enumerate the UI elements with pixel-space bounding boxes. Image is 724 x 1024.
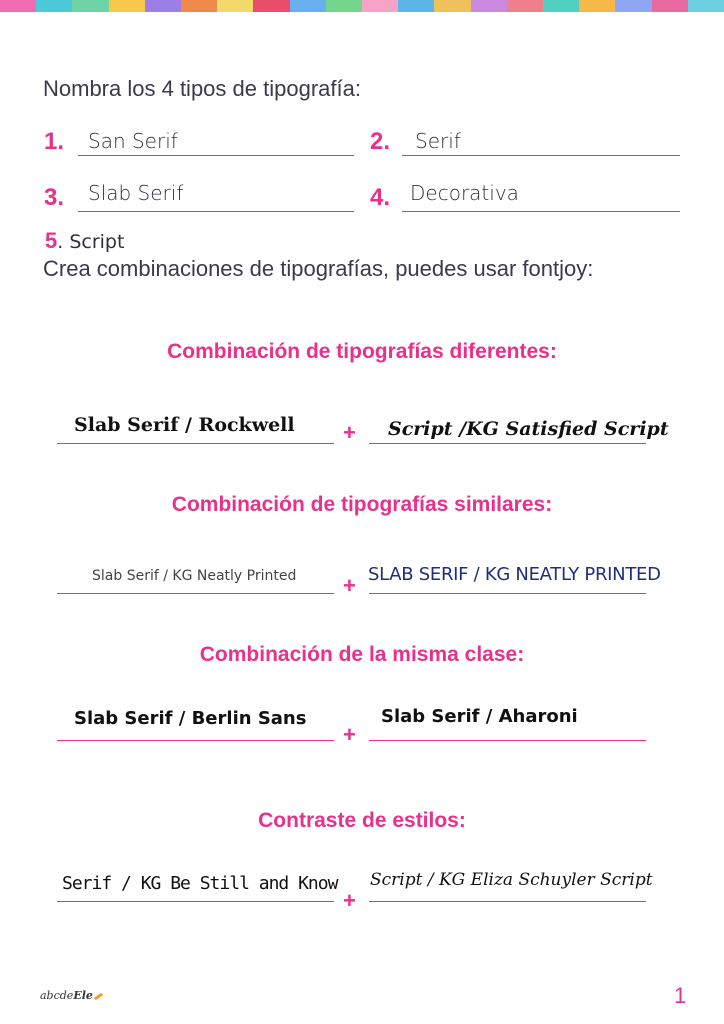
color-bar-segment: [326, 0, 362, 12]
color-bar-segment: [652, 0, 688, 12]
combination-3-plus: +: [343, 722, 356, 747]
combination-1-right-line: [369, 443, 646, 444]
question-prompt-1: Nombra los 4 tipos de tipografía:: [43, 76, 361, 101]
combination-heading-3: Combinación de la misma clase:: [199, 643, 525, 666]
decorative-color-bar: [0, 0, 724, 12]
color-bar-segment: [471, 0, 507, 12]
answer-line-3: [78, 211, 354, 212]
answer-line-4: [402, 211, 680, 212]
logo-prefix: abcde: [40, 989, 74, 1002]
combination-1-right: Script /KG Satisfied Script: [388, 418, 669, 440]
combination-heading-2: Combinación de tipografías similares:: [171, 493, 553, 516]
combination-heading-4: Contraste de estilos:: [258, 809, 466, 832]
color-bar-segment: [398, 0, 434, 12]
combination-3-right: Slab Serif / Aharoni: [381, 706, 578, 727]
pencil-icon: [94, 992, 103, 1000]
combination-2-left: Slab Serif / KG Neatly Printed: [92, 568, 297, 584]
color-bar-segment: [0, 0, 36, 12]
logo-suffix: Ele: [73, 989, 93, 1002]
combination-1-left-line: [57, 443, 334, 444]
combination-4-plus: +: [343, 888, 356, 913]
color-bar-segment: [615, 0, 651, 12]
item-number-1: 1.: [44, 128, 65, 155]
combination-2-left-line: [57, 593, 334, 594]
item-number-3: 3.: [44, 184, 65, 211]
color-bar-segment: [109, 0, 145, 12]
combination-4-left-line: [57, 901, 334, 902]
answer-2: Serif: [415, 129, 461, 153]
color-bar-segment: [362, 0, 398, 12]
color-bar-segment: [543, 0, 579, 12]
brand-logo: [40, 989, 103, 1002]
color-bar-segment: [579, 0, 615, 12]
item-number-5: 5: [45, 228, 58, 253]
combination-heading-1: Combinación de tipografías diferentes:: [167, 340, 557, 363]
answer-line-2: [402, 155, 680, 156]
question-prompt-2: Crea combinaciones de tipografías, puedes usar fontjoy:: [43, 256, 594, 281]
color-bar-segment: [145, 0, 181, 12]
color-bar-segment: [290, 0, 326, 12]
item-number-2: 2.: [370, 128, 391, 155]
answer-line-1: [78, 155, 354, 156]
answer-5: . Script: [57, 231, 125, 253]
answer-3: Slab Serif: [88, 181, 184, 205]
item-5: [45, 228, 124, 254]
color-bar-segment: [688, 0, 724, 12]
answer-4: Decorativa: [410, 181, 519, 205]
combination-1-plus: +: [343, 420, 356, 445]
item-number-4: 4.: [370, 184, 391, 211]
combination-3-right-line: [369, 740, 646, 741]
color-bar-segment: [217, 0, 253, 12]
combination-2-right: SLAB SERIF / KG NEATLY PRINTED: [368, 564, 661, 585]
color-bar-segment: [181, 0, 217, 12]
color-bar-segment: [36, 0, 72, 12]
combination-1-left: Slab Serif / Rockwell: [74, 414, 295, 436]
combination-2-right-line: [369, 593, 646, 594]
answer-1: San Serif: [88, 129, 178, 153]
combination-3-left-line: [57, 740, 334, 741]
color-bar-segment: [507, 0, 543, 12]
combination-4-right: Script / KG Eliza Schuyler Script: [370, 870, 653, 890]
combination-4-left: Serif / KG Be Still and Know: [62, 873, 338, 894]
combination-2-plus: +: [343, 573, 356, 598]
color-bar-segment: [434, 0, 470, 12]
color-bar-segment: [72, 0, 108, 12]
combination-3-left: Slab Serif / Berlin Sans: [74, 708, 307, 729]
combination-4-right-line: [369, 901, 646, 902]
page-number: 1: [674, 983, 687, 1008]
color-bar-segment: [253, 0, 289, 12]
